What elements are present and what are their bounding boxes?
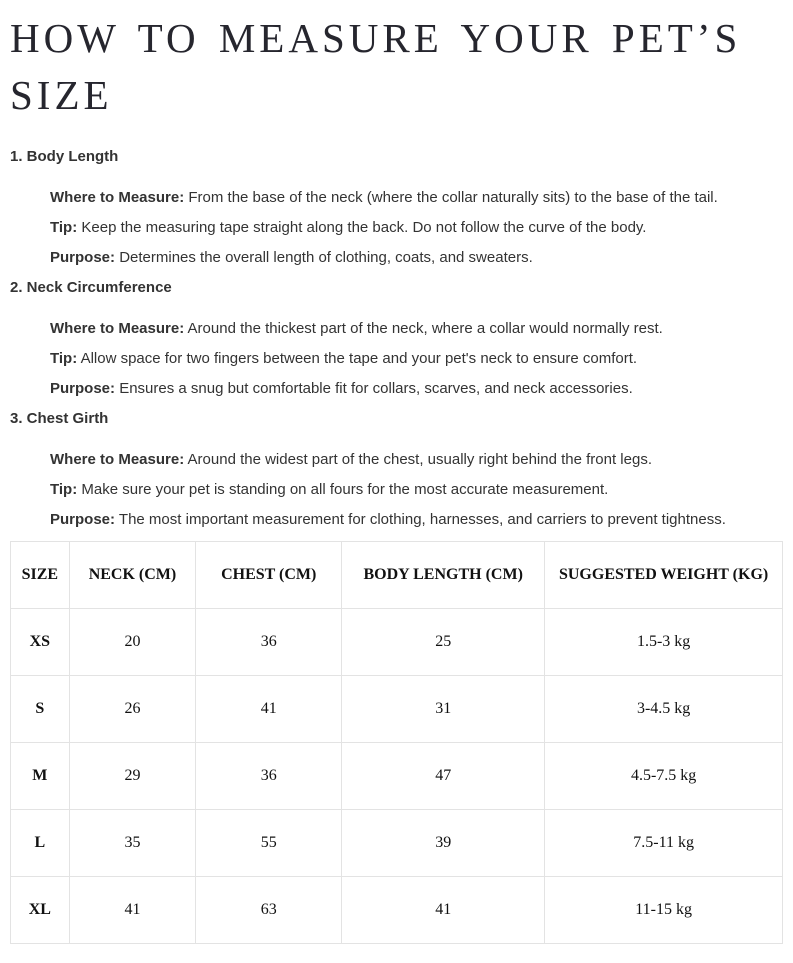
cell-size: XS [11,609,70,676]
cell-weight: 3-4.5 kg [545,676,783,743]
cell-chest: 55 [196,810,342,877]
cell-body-length: 31 [342,676,545,743]
neck-where-to-measure [10,320,783,338]
item-label: Where to Measure: [50,320,185,337]
column-header-body-length: BODY LENGTH (CM) [342,542,545,609]
neck-purpose [10,380,783,398]
cell-chest: 36 [196,743,342,810]
section-body-length [10,148,783,267]
item-text: Make sure your pet is standing on all fours for the most accurate measurement. [81,481,609,498]
item-text: Ensures a snug but comfortable fit for collars, scarves, and neck accessories. [119,380,633,397]
column-header-weight: SUGGESTED WEIGHT (KG) [545,542,783,609]
body-length-tip [10,219,783,237]
document-page [0,10,793,944]
section-neck-circumference [10,279,783,398]
table-row-s [11,676,783,743]
item-text: Allow space for two fingers between the tape and your pet's neck to ensure comfort. [80,350,638,367]
cell-size: L [11,810,70,877]
cell-weight: 7.5-11 kg [545,810,783,877]
cell-neck: 35 [69,810,196,877]
chest-tip [10,481,783,499]
item-label: Tip: [50,219,78,236]
section-heading-neck-circumference: 2. Neck Circumference [10,279,172,296]
item-text: Around the thickest part of the neck, where a collar would normally rest. [187,320,663,337]
size-chart-table [10,541,783,944]
item-label: Tip: [50,481,78,498]
cell-weight: 4.5-7.5 kg [545,743,783,810]
neck-tip [10,350,783,368]
cell-body-length: 47 [342,743,545,810]
cell-body-length: 41 [342,877,545,944]
cell-neck: 26 [69,676,196,743]
cell-size: S [11,676,70,743]
table-row-xl [11,877,783,944]
item-label: Where to Measure: [50,451,185,468]
item-label: Purpose: [50,249,116,266]
item-label: Purpose: [50,511,116,528]
cell-neck: 29 [69,743,196,810]
cell-chest: 63 [196,877,342,944]
item-label: Tip: [50,350,78,367]
page-title: HOW TO MEASURE YOUR PET’S SIZE [10,15,742,118]
cell-size: XL [11,877,70,944]
chest-purpose [10,511,783,529]
cell-chest: 41 [196,676,342,743]
section-chest-girth [10,410,783,529]
cell-chest: 36 [196,609,342,676]
column-header-chest: CHEST (CM) [196,542,342,609]
cell-weight: 11-15 kg [545,877,783,944]
table-row-xs [11,609,783,676]
section-heading-chest-girth: 3. Chest Girth [10,410,109,427]
item-text: The most important measurement for clothing, harnesses, and carriers to prevent tightness. [118,511,726,528]
cell-body-length: 39 [342,810,545,877]
column-header-size: SIZE [11,542,70,609]
item-text: From the base of the neck (where the collar naturally sits) to the base of the tail. [188,189,718,206]
item-label: Where to Measure: [50,189,185,206]
cell-size: M [11,743,70,810]
cell-neck: 20 [69,609,196,676]
chest-where-to-measure [10,451,783,469]
table-row-l [11,810,783,877]
item-text: Keep the measuring tape straight along the back. Do not follow the curve of the body. [81,219,647,236]
item-text: Around the widest part of the chest, usually right behind the front legs. [187,451,652,468]
section-heading-body-length: 1. Body Length [10,148,119,165]
body-length-where-to-measure [10,189,783,207]
cell-weight: 1.5-3 kg [545,609,783,676]
cell-body-length: 25 [342,609,545,676]
cell-neck: 41 [69,877,196,944]
table-row-m [11,743,783,810]
body-length-purpose [10,249,783,267]
item-text: Determines the overall length of clothing, coats, and sweaters. [119,249,533,266]
column-header-neck: NECK (CM) [69,542,196,609]
item-label: Purpose: [50,380,116,397]
table-header-row [11,542,783,609]
